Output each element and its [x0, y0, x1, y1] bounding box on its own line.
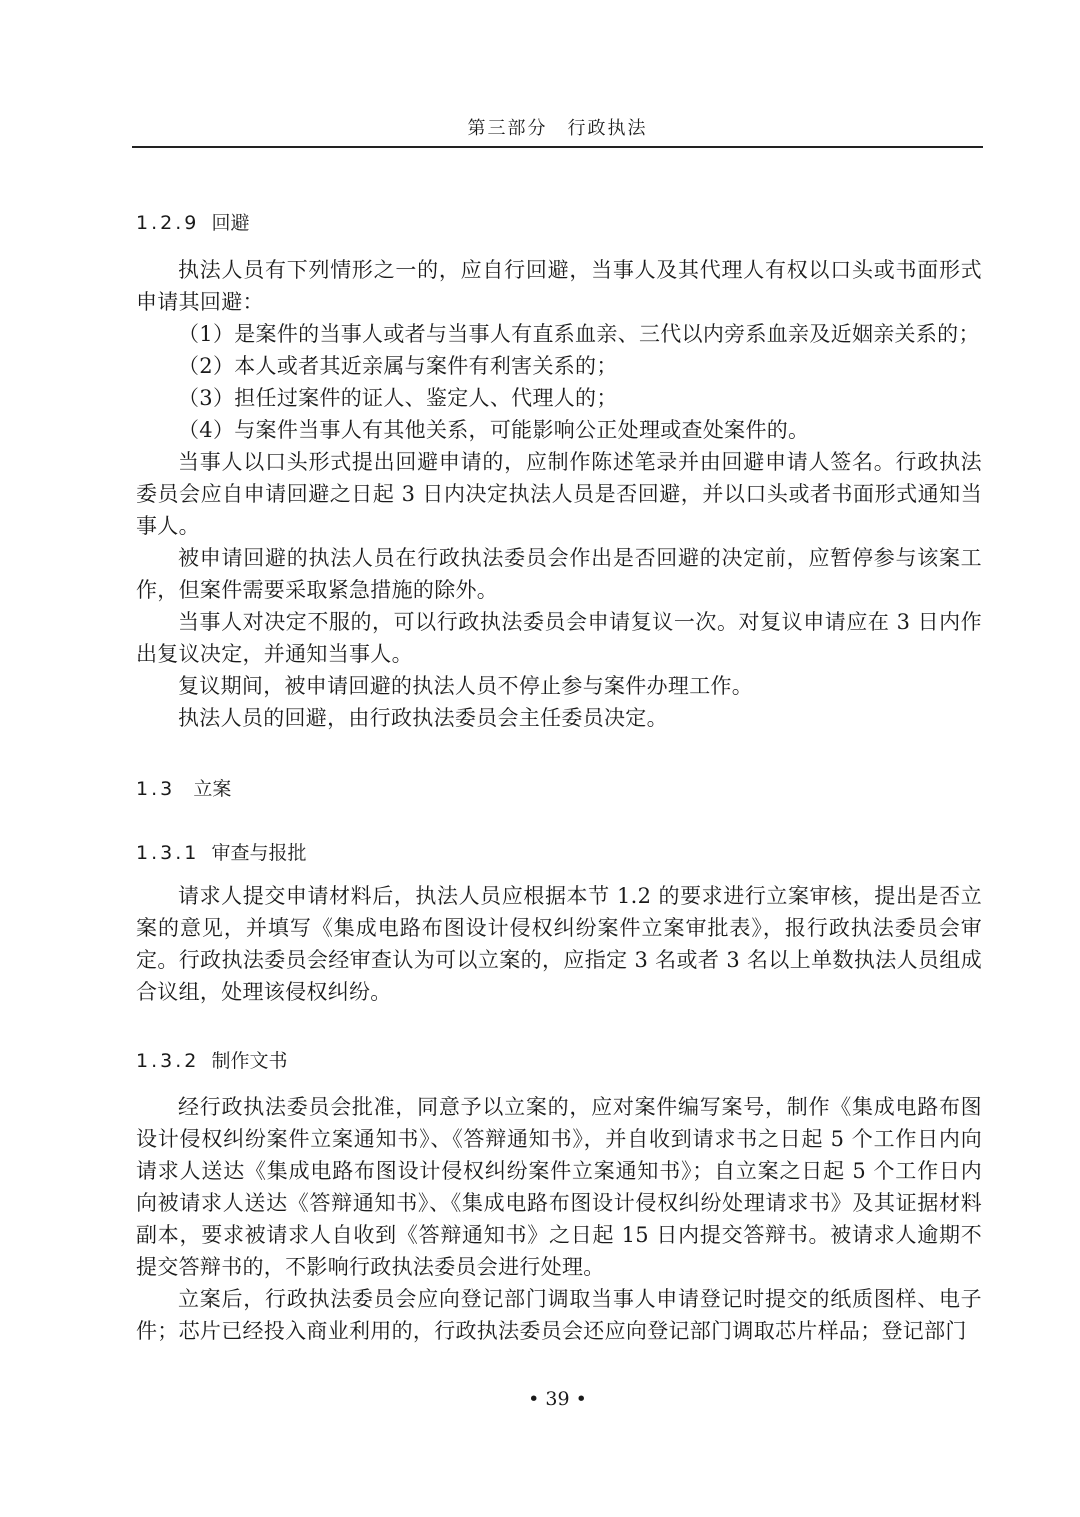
paragraph: 请求人提交申请材料后，执法人员应根据本节 1.2 的要求进行立案审核，提出是否立案的意见，并填写《集成电路布图设计侵权纠纷案件立案审批表》，报行政执法委员会审定。行政执法委员会经审查认为可以立案的，应指定 3 名或者 3 名以上单数执法人员组成合议组，处理该侵权纠纷。 [136, 884, 982, 1004]
paragraph: 复议期间，被申请回避的执法人员不停止参与案件办理工作。 [178, 674, 754, 698]
list-item: （3）担任过案件的证人、鉴定人、代理人的； [178, 386, 618, 410]
section-1-2-9-body [136, 254, 982, 734]
section-1-3-1-body [136, 880, 982, 1008]
list-item: （4）与案件当事人有其他关系，可能影响公正处理或查处案件的。 [178, 418, 810, 442]
section-heading-1-2-9 [136, 208, 249, 235]
section-title: 立案 [193, 778, 232, 800]
paragraph: 被申请回避的执法人员在行政执法委员会作出是否回避的决定前，应暂停参与该案工作，但案件需要采取紧急措施的除外。 [136, 546, 982, 602]
paragraph: 当事人对决定不服的，可以行政执法委员会申请复议一次。对复议申请应在 3 日内作出复议决定，并通知当事人。 [136, 610, 982, 666]
paragraph: 立案后，行政执法委员会应向登记部门调取当事人申请登记时提交的纸质图样、电子件；芯片已经投入商业利用的，行政执法委员会还应向登记部门调取芯片样品；登记部门 [136, 1287, 982, 1343]
paragraph: 执法人员有下列情形之一的，应自行回避，当事人及其代理人有权以口头或书面形式申请其回避： [136, 258, 982, 314]
list-item: （2）本人或者其近亲属与案件有利害关系的； [178, 354, 618, 378]
page-number: • 39 • [528, 1388, 587, 1410]
section-number: 1.3.2 [136, 1050, 200, 1072]
section-1-3-2-body [136, 1091, 982, 1347]
section-title: 审查与报批 [211, 842, 307, 864]
section-title: 制作文书 [211, 1050, 288, 1072]
section-title: 回避 [211, 212, 250, 234]
section-number: 1.2.9 [136, 212, 200, 234]
section-heading-1-3-1 [136, 838, 306, 865]
section-number: 1.3.1 [136, 842, 200, 864]
section-heading-1-3 [136, 774, 231, 801]
running-header: 第三部分 行政执法 [467, 118, 648, 139]
paragraph: 当事人以口头形式提出回避申请的，应制作陈述笔录并由回避申请人签名。行政执法委员会应自申请回避之日起 3 日内决定执法人员是否回避，并以口头或者书面形式通知当事人。 [136, 450, 982, 538]
section-number: 1.3 [136, 778, 176, 800]
header-rule [132, 146, 983, 148]
list-item: （1）是案件的当事人或者与当事人有直系血亲、三代以内旁系血亲及近姻亲关系的； [178, 322, 980, 346]
paragraph: 经行政执法委员会批准，同意予以立案的，应对案件编写案号，制作《集成电路布图设计侵权纠纷案件立案通知书》、《答辩通知书》，并自收到请求书之日起 5 个工作日内向请求人送达《集成电路布图设计侵权纠纷案件立案通知书》；自立案之日起 5 个工作日内向被请求人送达《答辩通知书》、《集成电路布图设计侵权纠纷处理请求书》及其证据材料副本，要求被请求人自收到《答辩通知书》之日起 15 日内提交答辩书。被请求人逾期不提交答辩书的，不影响行政执法委员会进行处理。 [136, 1095, 982, 1279]
section-heading-1-3-2 [136, 1046, 287, 1073]
paragraph: 执法人员的回避，由行政执法委员会主任委员决定。 [178, 706, 668, 730]
